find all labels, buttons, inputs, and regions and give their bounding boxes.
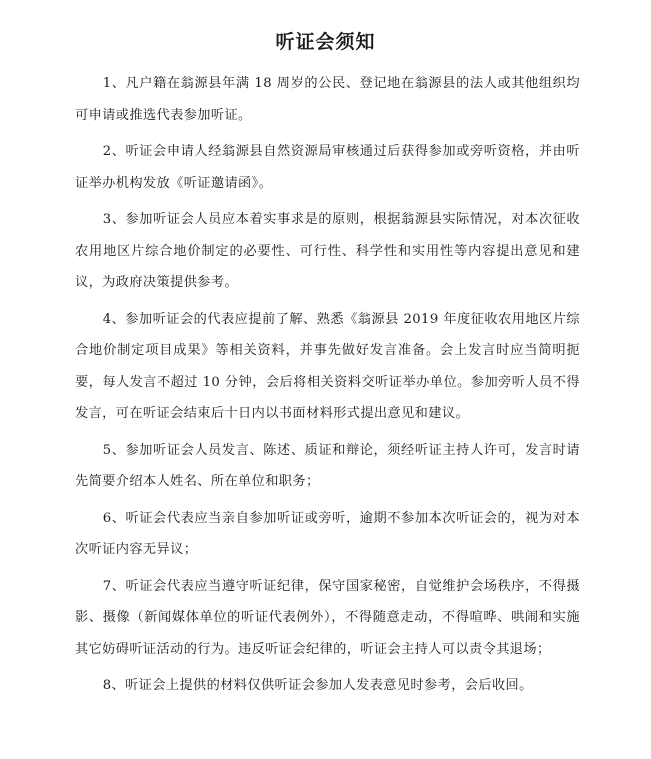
document-body [75,68,580,707]
document-title: 听证会须知 [275,31,376,53]
paragraph-5: 5、参加听证会人员发言、陈述、质证和辩论，须经听证主持人许可，发言时请先简要介绍本人姓名、所在单位和职务； [75,442,580,489]
paragraph-4: 4、参加听证会的代表应提前了解、熟悉《翁源县 2019 年度征收农用地区片综合地价制定项目成果》等相关资料，并事先做好发言准备。会上发言时应当简明扼要，每人发言不超过 10 分钟，会后将相关资料交听证举办单位。参加旁听人员不得发言，可在听证会结束后十日内以书面材料形式提出意见和建议。 [75,311,580,421]
paragraph-8: 8、听证会上提供的材料仅供听证会参加人发表意见时参考，会后收回。 [102,678,533,693]
paragraph-7: 7、听证会代表应当遵守听证纪律，保守国家秘密，自觉维护会场秩序，不得摄影、摄像（新闻媒体单位的听证代表例外），不得随意走动，不得喧哗、哄闹和实施其它妨碍听证活动的行为。违反听证会纪律的，听证会主持人可以责令其退场； [75,578,580,657]
paragraph-1: 1、凡户籍在翁源县年满 18 周岁的公民、登记地在翁源县的法人或其他组织均可申请或推选代表参加听证。 [75,76,580,123]
paragraph-2: 2、听证会申请人经翁源县自然资源局审核通过后获得参加或旁听资格，并由听证举办机构发放《听证邀请函》。 [75,144,580,191]
paragraph-6: 6、听证会代表应当亲自参加听证或旁听，逾期不参加本次听证会的，视为对本次听证内容无异议； [75,510,580,557]
paragraph-3: 3、参加听证会人员应本着实事求是的原则，根据翁源县实际情况，对本次征收农用地区片综合地价制定的必要性、可行性、科学性和实用性等内容提出意见和建议，为政府决策提供参考。 [75,212,580,290]
